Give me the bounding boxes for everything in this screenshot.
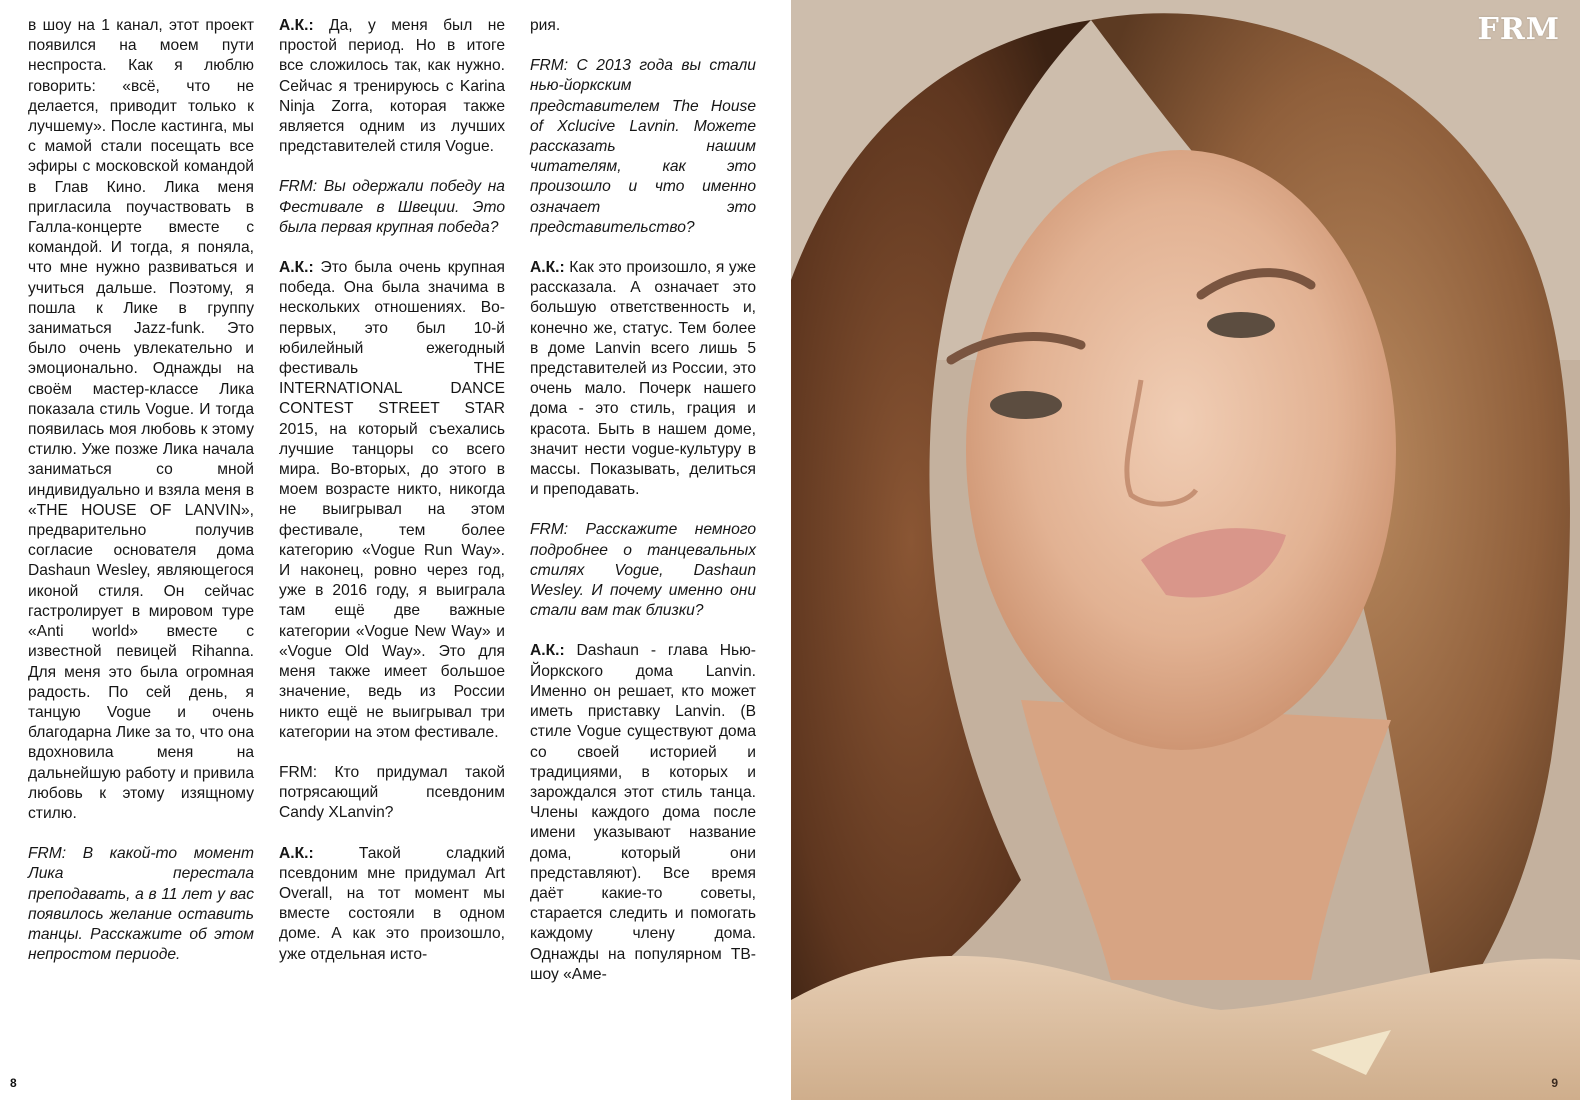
frm-logo: FRM — [1477, 12, 1560, 47]
right-page — [791, 0, 1580, 1100]
paragraph-text: FRM: Вы одержали победу на Фестивале в Швеции. Это была первая крупная победа? — [279, 178, 505, 236]
page-number-left: 8 — [10, 1076, 17, 1090]
article-paragraph — [279, 763, 505, 824]
speaker-label: А.К.: — [530, 642, 565, 660]
paragraph-text: в шоу на 1 канал, этот проект появился на моем пути неспроста. Как я люблю говорить: «всё, что не делается, приводит только к лучшему». После кастинга, мы с мамой стали посещать все эфиры с московской командой в Глав Кино. Лика меня пригласила поучаствовать в Галла-концерте вместе с командой. И тогда, я поняла, что мне нужно развиваться и учиться дальше. Поэтому, я пошла к Лике в группу заниматься Jazz-funk. Это было очень увлекательно и эмоционально. Однажды на своём мастер-классе Лика показала стиль Vogue. И тогда появилась моя любовь к этому стилю. Уже позже Лика начала заниматься со мной индивидуально и взяла меня в «THE HOUSE OF LANVIN», предварительно получив согласие основателя дома Dashaun Wesley, являющегося иконой стиля. Он сейчас гастролирует в мировом туре «Anti world» вместе с известной певицей Rihanna. Для меня это была огромная радость. По сей день, я танцую Vogue и очень благодарна Лике за то, что она вдохновила меня на дальнейшую работу и привила любовь к этому изящному стилю. — [28, 17, 254, 822]
paragraph-text: FRM: В какой-то момент Лика перестала преподавать, а в 11 лет у вас появилось желание оставить танцы. Расскажите об этом непростом периоде. — [28, 845, 254, 964]
article-paragraph — [530, 258, 756, 500]
paragraph-text: Dashaun - глава Нью-Йоркского дома Lanvin. Именно он решает, кто может иметь приставку Lanvin. (В стиле Vogue существуют дома со своей историей и традициями, в которых и зарождался этот стиль танца. Члены каждого дома после имени указывают название дома, который они представляют). Все время даёт какие-то советы, старается следить и помогать каждому члену дома. Однажды на популярном ТВ-шоу «Аме- — [530, 642, 756, 983]
text-column-2 — [279, 16, 505, 985]
interview-question — [530, 56, 756, 238]
article-paragraph — [279, 16, 505, 157]
interview-question — [279, 177, 505, 238]
speaker-label: А.К.: — [279, 844, 314, 862]
text-column-3 — [530, 16, 756, 1005]
speaker-label: А.К.: — [279, 259, 314, 277]
eye-left — [990, 391, 1062, 419]
paragraph-text: Это была очень крупная победа. Она была значима в нескольких отношениях. Во-первых, это был 10-й юбилейный ежегодный фестиваль THE INTERNATIONAL DANCE CONTEST STREET STAR 2015, на который съехались лучшие танцоры со всего мира. Во-вторых, до этого в моем возрасте никто, никогда не выигрывал на этом фестивале, тем более категорию «Vogue Run Way». И наконец, ровно через год, уже в 2016 году, я выиграла там ещё две важные категории «Vogue New Way» и «Vogue Old Way». Это для меня также имеет большое значение, ведь из России никто ещё не выигрывал три категории на этом фестивале. — [279, 259, 505, 741]
paragraph-text: Да, у меня был не простой период. Но в итоге все сложилось так, как нужно. Сейчас я тренируюсь с Karina Ninja Zorra, которая также является одним из лучших представителей стиля Vogue. — [279, 17, 505, 156]
face — [966, 150, 1396, 750]
article-paragraph — [28, 16, 254, 824]
page-number-right: 9 — [1551, 1076, 1558, 1090]
article-paragraph — [530, 16, 756, 36]
speaker-label: А.К.: — [530, 259, 565, 277]
article-paragraph — [279, 258, 505, 743]
paragraph-text: FRM: Расскажите немного подробнее о танцевальных стилях Vogue, Dashaun Wesley. И почему именно они стали вам так близки? — [530, 521, 756, 620]
paragraph-text: FRM: Кто придумал такой потрясающий псевдоним Candy XLanvin? — [279, 763, 505, 822]
paragraph-text: рия. — [530, 17, 561, 34]
paragraph-text: FRM: С 2013 года вы стали нью-йоркским представителем The House of Xclucive Lavnin. Можете рассказать нашим читателям, как это произошло и что именно означает это представительство? — [530, 57, 756, 236]
paragraph-text: Такой сладкий псевдоним мне придумал Art Overall, на тот момент мы вместе состояли в одном доме. А как это произошло, уже отдельная исто- — [279, 844, 505, 963]
portrait-photo — [791, 0, 1580, 1100]
interview-question — [530, 520, 756, 621]
eye-right — [1207, 312, 1275, 338]
paragraph-text: Как это произошло, я уже рассказала. А означает это большую ответственность и, конечно же, статус. Тем более в доме Lanvin всего лишь 5 представителей из России, это очень мало. Почерк нашего дома - это стиль, грация и красота. Быть в нашем доме, значит нести vogue-культуру в массы. Показывать, делиться и преподавать. — [530, 259, 756, 499]
interview-question — [28, 844, 254, 965]
speaker-label: А.К.: — [279, 17, 314, 34]
article-paragraph — [279, 844, 505, 965]
text-column-1 — [28, 16, 254, 985]
article-paragraph — [530, 641, 756, 984]
